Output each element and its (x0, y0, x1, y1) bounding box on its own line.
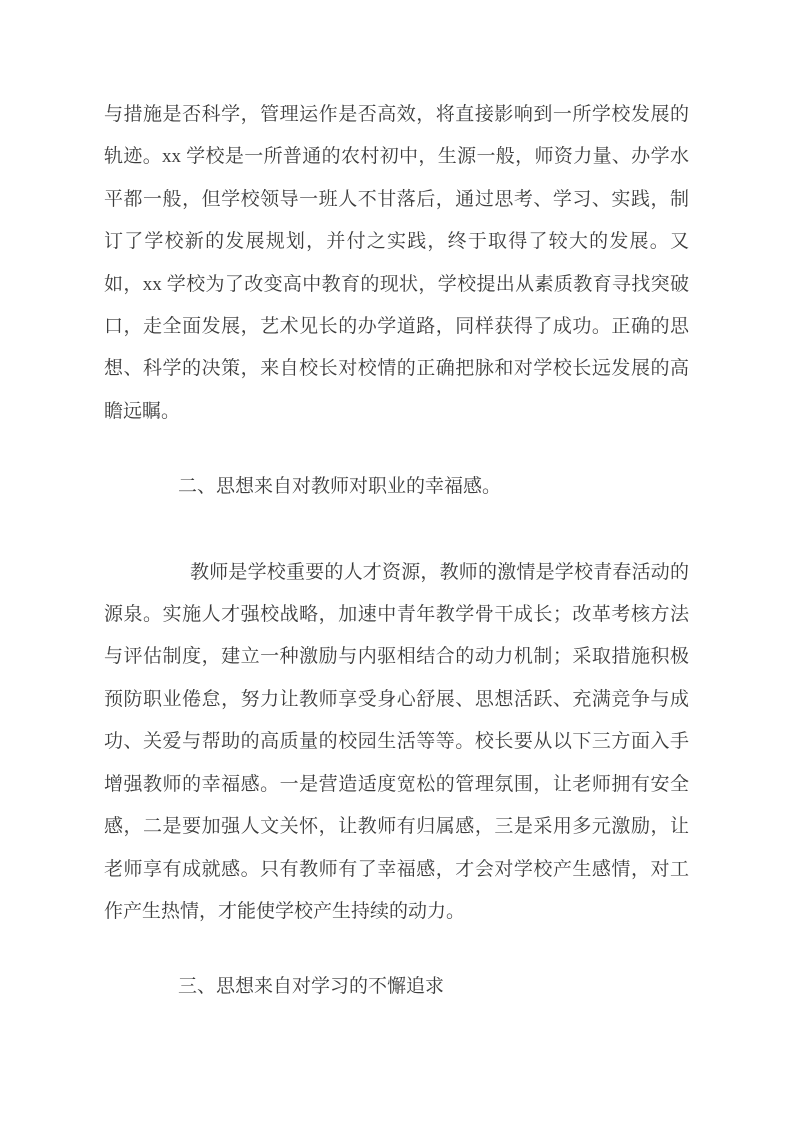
paragraph: 教师是学校重要的人才资源，教师的激情是学校青春活动的源泉。实施人才强校战略，加速中青年教学骨干成长；改革考核方法与评估制度，建立一种激励与内驱相结合的动力机制；采取措施积极预防职业倦怠，努力让教师享受身心舒展、思想活跃、充满竞争与成功、关爱与帮助的高质量的校园生活等等。校长要从以下三方面入手增强教师的幸福感。一是营造适度宽松的管理氛围，让老师拥有安全感，二是要加强人文关怀，让教师有归属感，三是采用多元激励，让老师享有成就感。只有教师有了幸福感，才会对学校产生感情，对工作产生热情，才能使学校产生持续的动力。 (104, 561, 689, 922)
paragraph: 与措施是否科学，管理运作是否高效，将直接影响到一所学校发展的轨迹。xx 学校是一所普通的农村初中，生源一般，师资力量、办学水平都一般，但学校领导一班人不甘落后，通过思考、学习、实践，制订了学校新的发展规划，并付之实践，终于取得了较大的发展。又如，xx 学校为了改变高中教育的现状，学校提出从素质教育寻找突破口，走全面发展，艺术见长的办学道路，同样获得了成功。正确的思想、科学的决策，来自校长对校情的正确把脉和对学校长远发展的高瞻远瞩。 (104, 104, 689, 422)
section-heading: 三、思想来自对学习的不懈追求 (178, 976, 445, 998)
section-heading: 二、思想来自对教师对职业的幸福感。 (178, 476, 502, 498)
document-content (104, 94, 689, 1052)
